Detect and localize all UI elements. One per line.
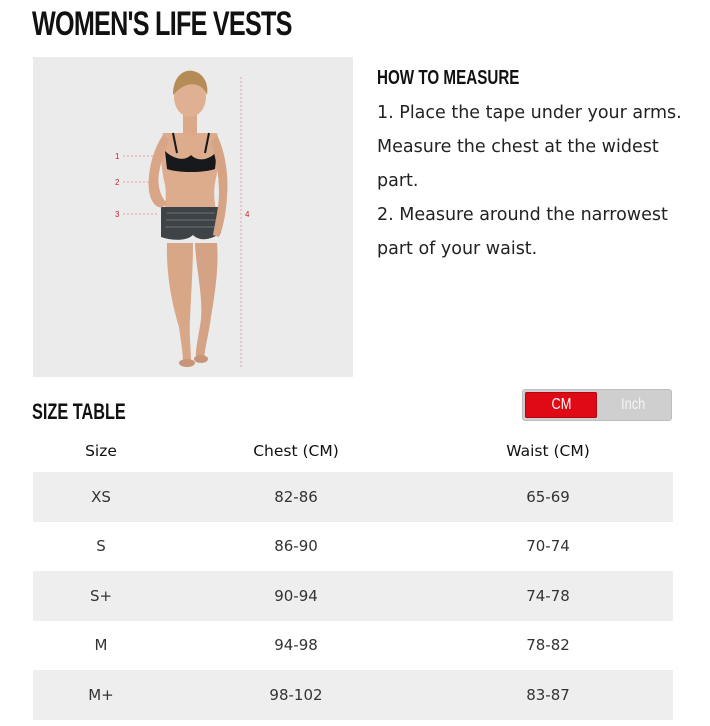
- table-row: [33, 670, 673, 720]
- chest-cell: 90-94: [169, 571, 423, 621]
- unit-option-inch[interactable]: [597, 392, 669, 418]
- waist-cell: 83-87: [423, 670, 673, 720]
- size-cell: XS: [33, 472, 169, 522]
- table-row: [33, 472, 673, 522]
- waist-cell: 78-82: [526, 636, 570, 655]
- column-header-waist: Waist (CM): [506, 442, 590, 460]
- torso: [161, 133, 219, 215]
- right-leg: [195, 243, 218, 359]
- unit-option-cm[interactable]: [525, 392, 597, 418]
- chest-cell: 94-98: [274, 636, 318, 655]
- column-header-size: Size: [85, 442, 117, 460]
- marker-4: 4: [245, 210, 250, 219]
- how-to-measure-heading: HOW TO MEASURE: [377, 67, 520, 89]
- marker-1: 1: [115, 152, 120, 161]
- column-header-chest: Chest (CM): [253, 442, 339, 460]
- instruction-step-1: 1. Place the tape under your arms. Measure the chest at the widest part.: [377, 103, 682, 191]
- chest-cell: 82-86: [169, 472, 423, 522]
- waist-cell: 65-69: [423, 472, 673, 522]
- table-row: [33, 571, 673, 621]
- unit-toggle[interactable]: [522, 389, 672, 421]
- marker-3: 3: [115, 210, 120, 219]
- measurement-instructions: [377, 96, 687, 266]
- table-header-row: [33, 430, 673, 472]
- unit-option-inch-label: Inch: [620, 396, 646, 413]
- size-table-heading: SIZE TABLE: [32, 399, 126, 424]
- right-foot: [194, 355, 208, 363]
- model-figure-illustration: [33, 57, 353, 377]
- shorts: [161, 207, 221, 240]
- table-row: [33, 522, 673, 572]
- chest-cell: 86-90: [274, 537, 318, 556]
- size-cell: S: [96, 537, 106, 556]
- left-leg: [167, 243, 193, 363]
- model-measurement-image: [33, 57, 353, 377]
- chest-cell: 98-102: [169, 670, 423, 720]
- table-row: [33, 621, 673, 671]
- unit-option-cm-label: CM: [551, 396, 571, 413]
- waist-cell: 70-74: [526, 537, 570, 556]
- page-title: WOMEN'S LIFE VESTS: [32, 5, 292, 43]
- size-cell: S+: [33, 571, 169, 621]
- size-table: [33, 430, 673, 720]
- instruction-step-2: 2. Measure around the narrowest part of your waist.: [377, 205, 668, 259]
- marker-2: 2: [115, 178, 120, 187]
- size-cell: M+: [33, 670, 169, 720]
- left-foot: [179, 359, 195, 367]
- waist-cell: 74-78: [423, 571, 673, 621]
- size-cell: M: [94, 636, 108, 655]
